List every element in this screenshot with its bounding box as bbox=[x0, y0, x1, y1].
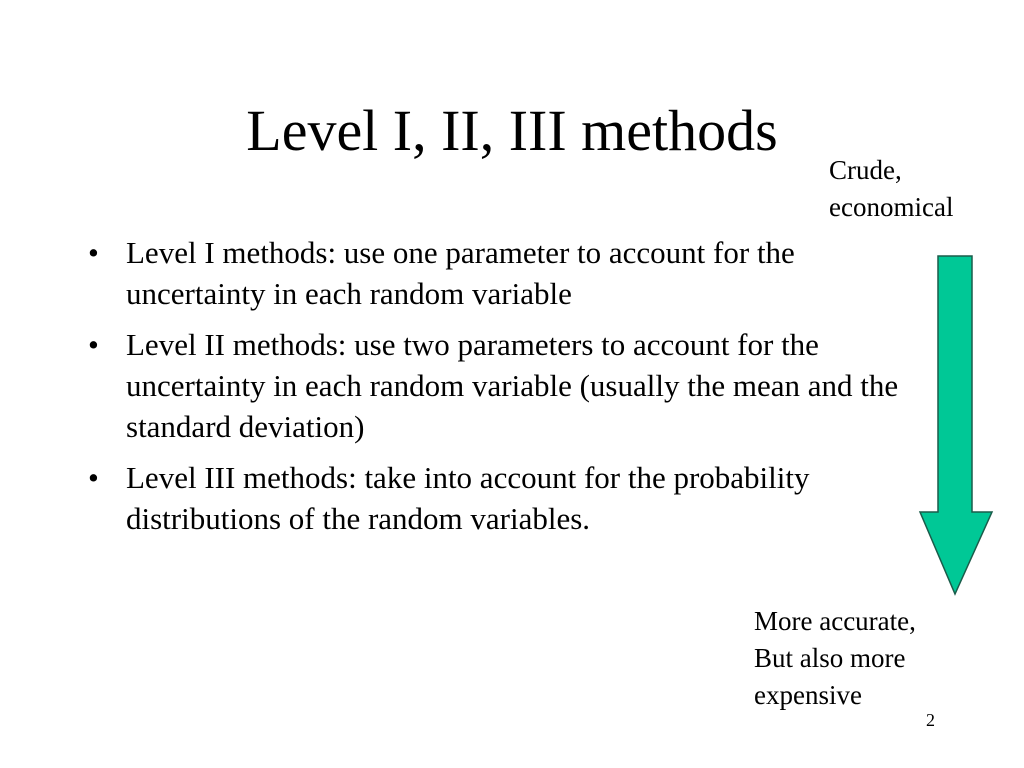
bullet-marker: • bbox=[88, 235, 99, 270]
bullet-text: Level II methods: use two parameters to account for the uncertainty in each random variable (usually the mean and the standard deviation) bbox=[126, 327, 899, 444]
note-more-accurate bbox=[754, 603, 916, 714]
bullet-text: Level III methods: take into account for the probability distributions of the random variables. bbox=[126, 460, 810, 536]
slide-title: Level I, II, III methods bbox=[246, 98, 778, 163]
bullet-text: Level I methods: use one parameter to account for the uncertainty in each random variable bbox=[126, 235, 795, 311]
note-bottom-line-2: But also more bbox=[754, 643, 906, 673]
bullet-list bbox=[86, 232, 906, 549]
down-arrow-icon bbox=[918, 254, 994, 596]
note-crude-economical bbox=[829, 152, 953, 226]
bullet-marker: • bbox=[88, 460, 99, 495]
note-top-line-1: Crude, bbox=[829, 155, 902, 185]
bullet-marker: • bbox=[88, 327, 99, 362]
bullet-item-level-3 bbox=[86, 457, 906, 539]
bullet-item-level-2 bbox=[86, 324, 906, 447]
note-top-line-2: economical bbox=[829, 192, 954, 222]
page-number: 2 bbox=[926, 710, 935, 730]
down-arrow-shape bbox=[920, 256, 992, 594]
note-bottom-line-3: expensive bbox=[754, 680, 862, 710]
bullet-item-level-1 bbox=[86, 232, 906, 314]
note-bottom-line-1: More accurate, bbox=[754, 606, 916, 636]
